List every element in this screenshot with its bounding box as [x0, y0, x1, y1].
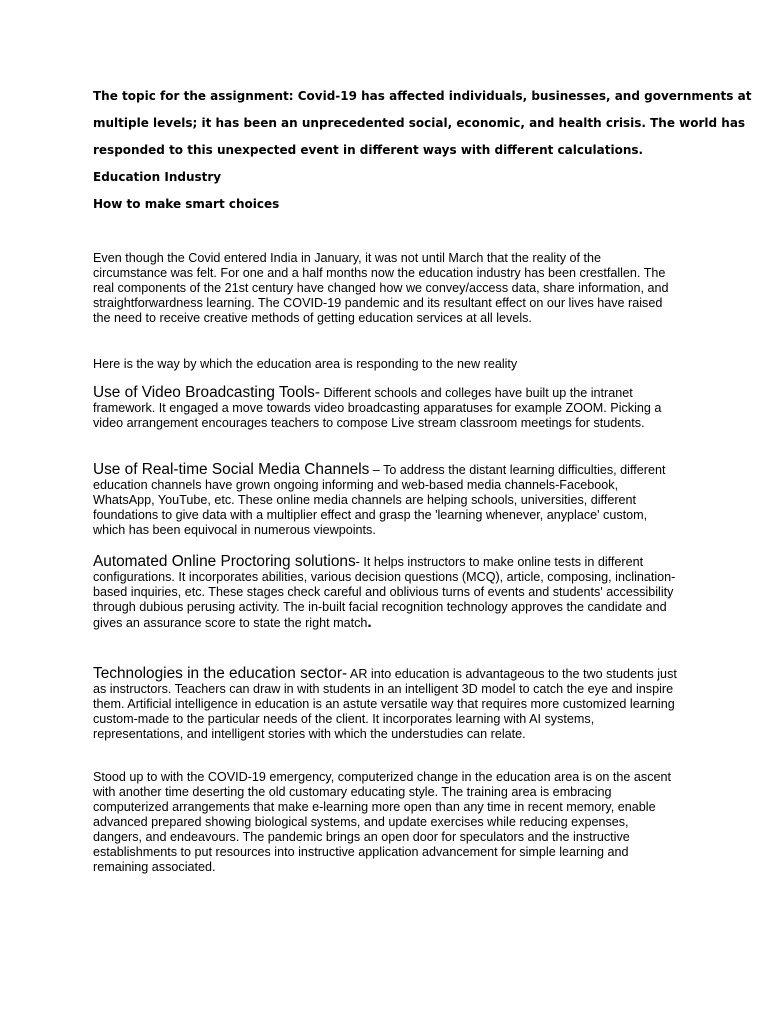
section-text: Different schools and colleges have built up the intranet framework. It engaged a move towards video broadcasting apparatuses for example ZOOM. Picking a video arrangement encourages teachers to compose Live stream classroom meetings for students.	[93, 386, 662, 430]
assignment-topic-line-1: The topic for the assignment: Covid-19 has affected individuals, businesses, and governments at	[93, 89, 752, 103]
section-technologies	[93, 666, 678, 742]
document-subtitle: How to make smart choices	[93, 197, 280, 211]
section-proctoring	[93, 554, 678, 631]
intro-lead: Here is the way by which the education area is responding to the new reality	[93, 357, 518, 371]
section-social-media	[93, 462, 678, 538]
section-text: – To address the distant learning difficulties, different education channels have grown ongoing informing and web-based media channels-Facebook, WhatsApp, YouTube, etc. These online media channels are helping schools, universities, different foundations to give data with a multiplier effect and grasp the 'learning whenever, anyplace' custom, which has been equivocal in numerous viewpoints.	[93, 463, 666, 537]
section-text: - It helps instructors to make online tests in different configurations. It incorporates abilities, various decision questions (MCQ), article, composing, inclination-based inquiries, etc. These stages check careful and oblivious turns of events and students' accessibility through dubious perusing activity. The in-built facial recognition technology approves the candidate and gives an assurance score to state the right match	[93, 555, 676, 630]
assignment-topic-line-3: responded to this unexpected event in different ways with different calculations.	[93, 143, 644, 157]
section-heading: Automated Online Proctoring solutions	[93, 553, 356, 570]
intro-paragraph: Even though the Covid entered India in January, it was not until March that the reality of the circumstance was felt. For one and a half months now the education industry has been crestfallen. The real components of the 21st century have changed how we convey/access data, share information, and straightforwardness learning. The COVID-19 pandemic and its resultant effect on our lives have raised the need to receive creative methods of getting education services at all levels.	[93, 251, 669, 325]
section-video-broadcasting	[93, 385, 678, 431]
section-heading: Technologies in the education sector-	[93, 665, 348, 682]
industry-label: Education Industry	[93, 170, 222, 184]
conclusion-paragraph: Stood up to with the COVID-19 emergency, computerized change in the education area is on the ascent with another time deserting the old customary educating style. The training area is embracing computerized arrangements that make e-learning more open than any time in recent memory, enable advanced prepared showing biological systems, and update exercises while reducing expenses, dangers, and endeavours. The pandemic brings an open door for speculators and the instructive establishments to put resources into instructive application advancement for simple learning and remaining associated.	[93, 770, 672, 874]
section-end-mark: .	[367, 614, 372, 631]
assignment-topic-line-2: multiple levels; it has been an unprecedented social, economic, and health crisis. The world has	[93, 116, 746, 130]
section-heading: Use of Real-time Social Media Channels	[93, 461, 370, 478]
section-text: AR into education is advantageous to the two students just as instructors. Teachers can draw in with students in an intelligent 3D model to catch the eye and inspire them. Artificial intelligence in education is an astute versatile way that requires more customized learning custom-made to the particular needs of the client. It incorporates learning with AI systems, representations, and intelligent stories with which the understudies can relate.	[93, 667, 677, 741]
section-heading: Use of Video Broadcasting Tools-	[93, 384, 321, 401]
